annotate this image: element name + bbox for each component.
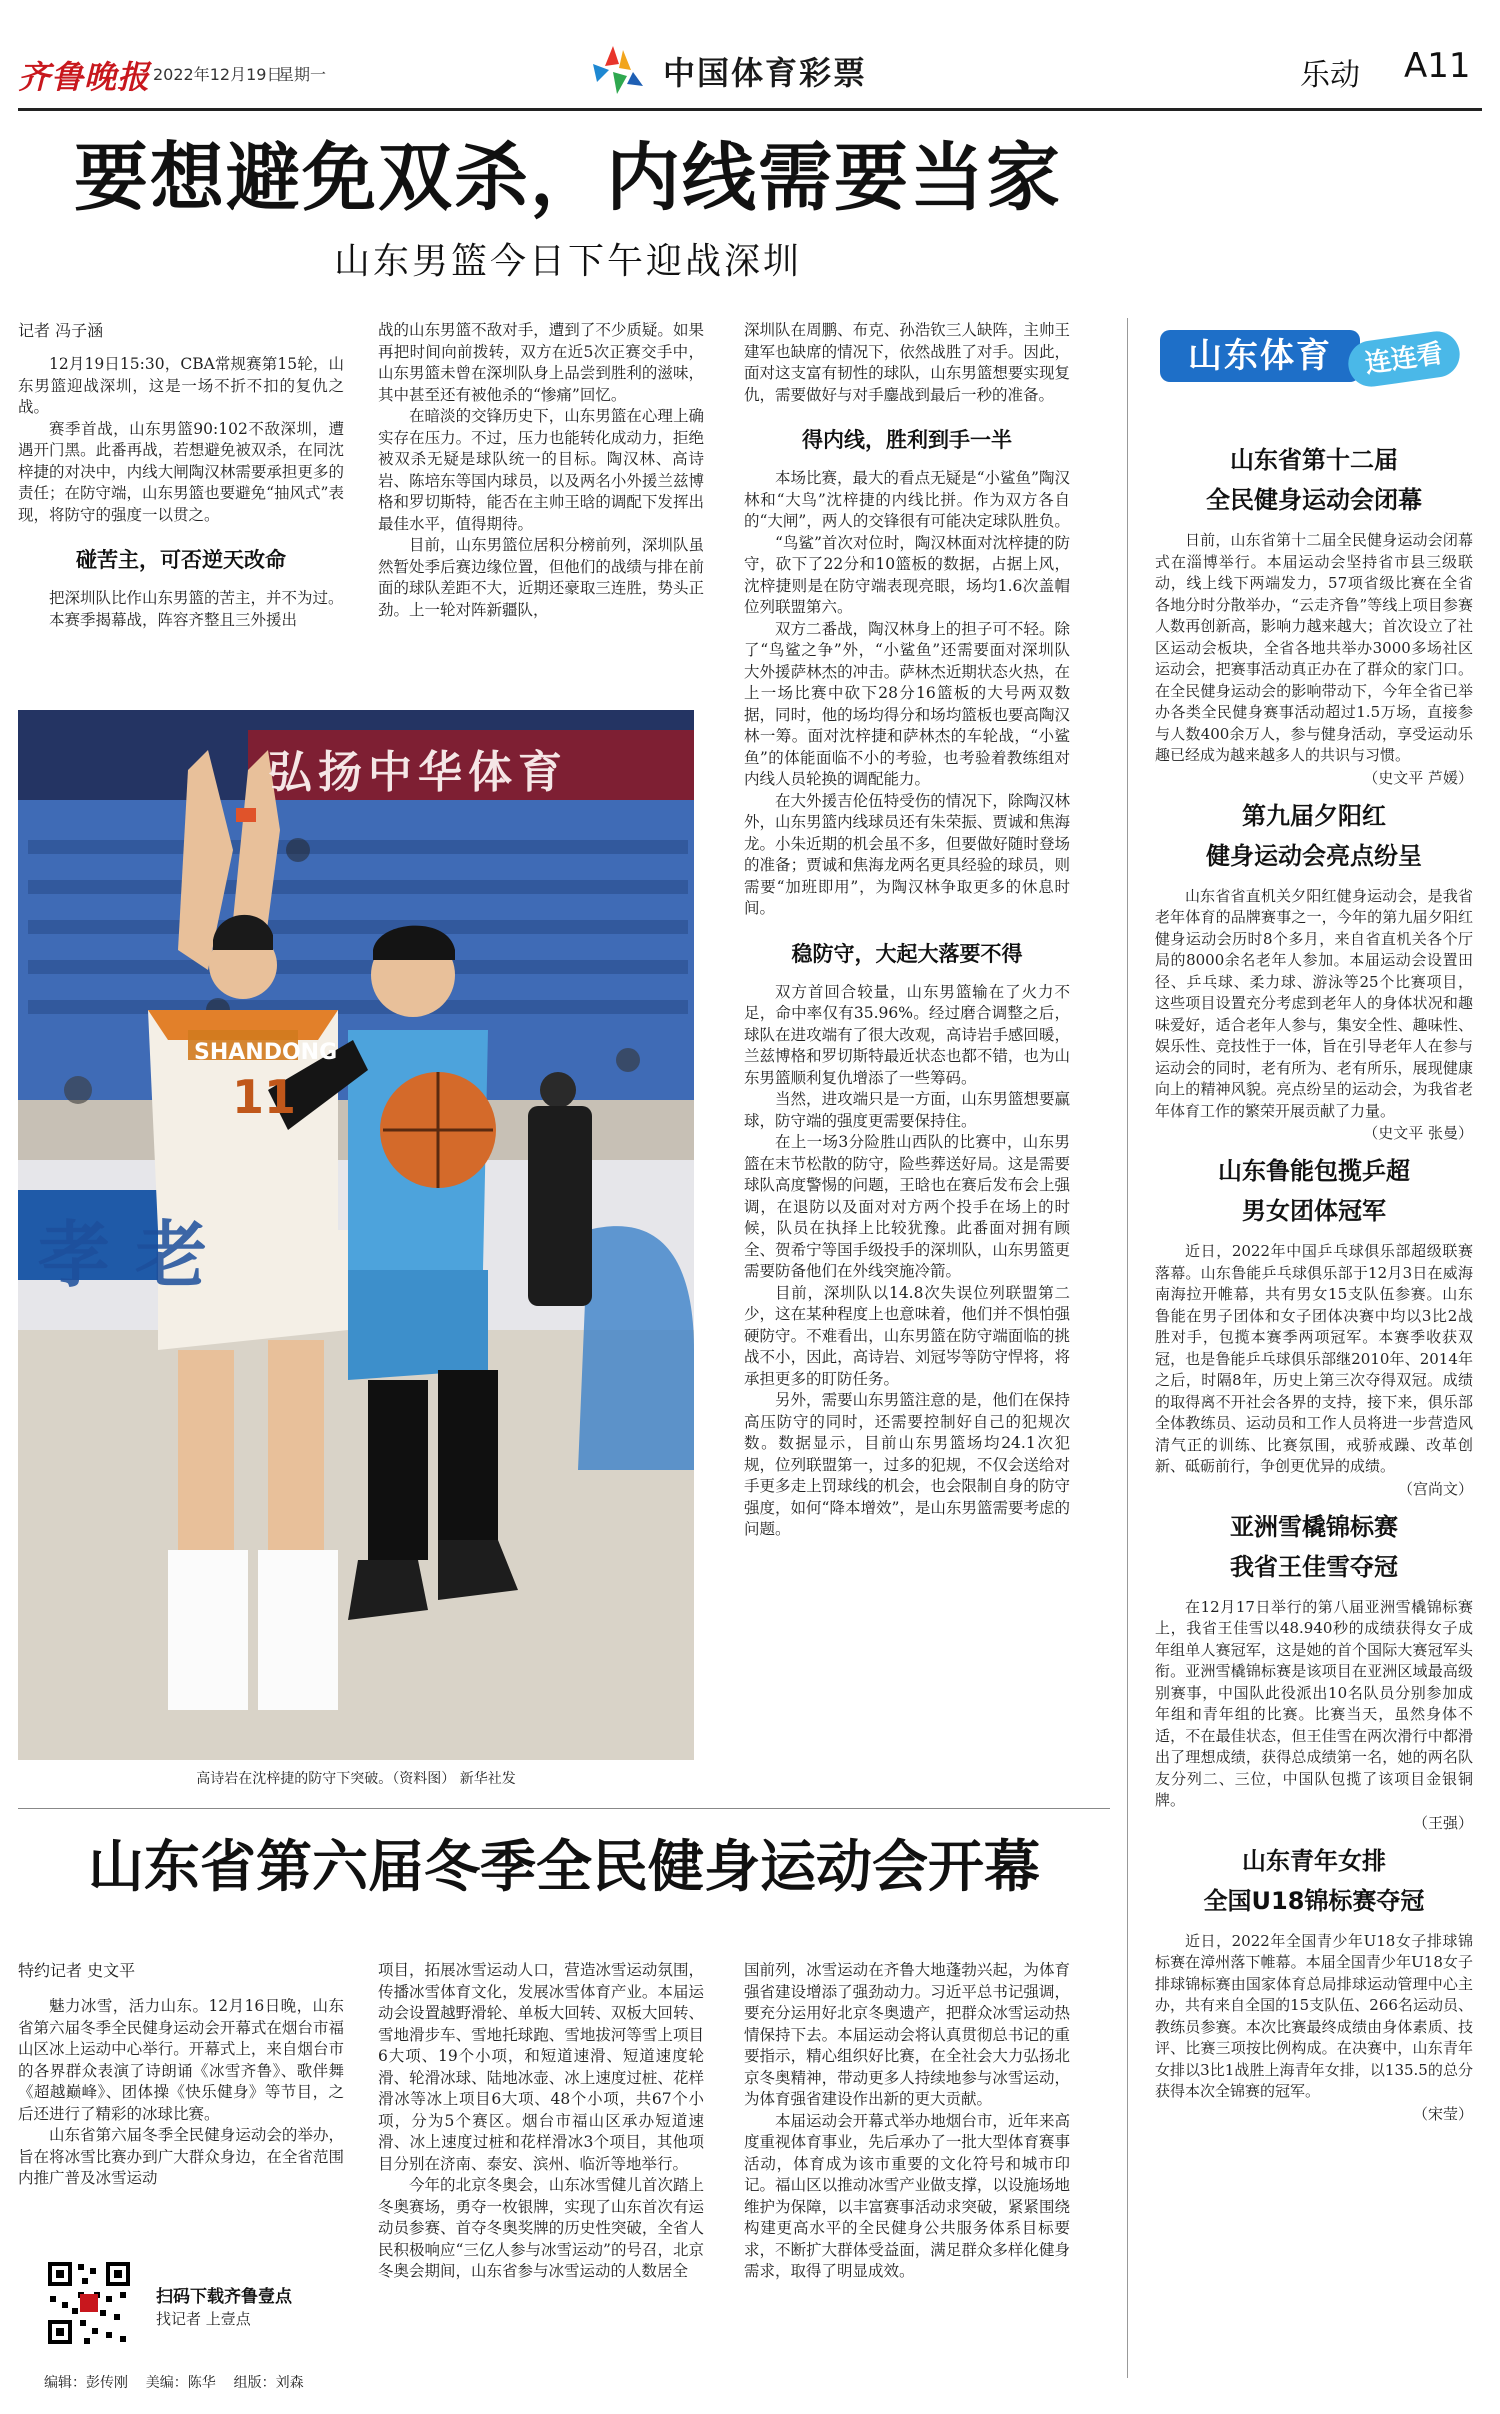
lead-paragraph: 赛季首战，山东男篮90:102不敌深圳，遭遇开门黑。此番再战，若想避免被双杀，在同沈梓捷的对决中，内线大闸陶汉林需要承担更多的责任；在防守端，山东男篮也要避免“抽风式”表现，将防守的强度一以贯之。 [18, 419, 344, 524]
sidebar-item [1155, 1841, 1473, 2124]
sidebar-item-title: 全民健身运动会闭幕 [1206, 486, 1422, 514]
issue-date: 2022年12月19日 [153, 65, 283, 84]
svg-text:孝 老: 孝 老 [38, 1213, 208, 1297]
sidebar-item [1155, 1507, 1473, 1833]
lead-paragraph: 另外，需要山东男篮注意的是，他们在保持高压防守的同时，还需要控制好自己的犯规次数。数据显示，目前山东男篮场均24.1次犯规，位列联盟第一，过多的犯规，不仅会送给对手更多走上罚球线的机会，也会限制自身的防守强度，如何“降本增效”，是山东男篮需要考虑的问题。 [744, 1391, 1070, 1538]
sidebar-item-body: 近日，2022年全国青少年U18女子排球锦标赛在漳州落下帷幕。本届全国青少年U18女子排球锦标赛由国家体育总局排球运动管理中心主办，共有来自全国的15支队伍、266名运动员、教练员参赛。本次比赛最终成绩由身体素质、技评、比赛三项按比例构成。在决赛中，山东青年女排以3比1战胜上海青年女排，以135.5的总分获得本次全锦赛的冠军。 [1155, 1931, 1473, 2100]
header-rule [18, 108, 1482, 111]
lead-paragraph: 双方首回合较量，山东男篮输在了火力不足，命中率仅有35.96%。经过磨合调整之后，球队在进攻端有了很大改观，高诗岩手感回暖，兰兹博格和罗切斯特最近状态也都不错，也为山东男篮顺利复仇增添了一些筹码。 [744, 982, 1070, 1087]
lead-paragraph: 战的山东男篮不敌对手，遭到了不少质疑。如果再把时间向前拨转，双方在近5次正赛交手中，山东男篮未曾在深圳队身上品尝到胜利的滋味，其中甚至还有被他杀的“惨痛”回忆。 [378, 321, 704, 404]
lead-col-2 [378, 320, 704, 621]
lead-headline: 要想避免双杀，内线需要当家 [74, 135, 1062, 221]
sidebar-item-body: 日前，山东省第十二届全民健身运动会闭幕式在淄博举行。本届运动会坚持省市县三级联动，线上线下两端发力，57项省级比赛在全省各地分时分散举办，“云走齐鲁”等线上项目参赛人数再创新高，影响力越来越大；首次设立了社区运动会板块，全省各地共举办3000多场社区运动会，把赛事活动真正办在了群众的家门口。在全民健身运动会的影响带动下，今年全省已举办各类全民健身赛事活动超过1.5万场，直接参与人数400余万人，参与健身活动，享受运动乐趣已经成为越来越多人的共识与习惯。 [1155, 531, 1473, 764]
lottery-logo-icon [583, 42, 647, 98]
sidebar-item-body: 在12月17日举行的第八届亚洲雪橇锦标赛上，我省王佳雪以48.940秒的成绩获得女子成年组单人赛冠军，这是她的首个国际大赛冠军头衔。亚洲雪橇锦标赛是该项目在亚洲区域最高级别赛事，中国队此役派出10名队员分别参加成年组和青年组的比赛。比赛当天，虽然身体不适，不在最佳状态，但王佳雪在两次滑行中都滑出了理想成绩，获得总成绩第一名，她的两名队友分列二、三位，中国队包揽了该项目金银铜牌。 [1155, 1597, 1473, 1809]
sidebar-logo-main: 山东体育 [1160, 330, 1360, 382]
sidebar-item-title: 全国U18锦标赛夺冠 [1203, 1886, 1425, 1915]
masthead [18, 38, 1482, 108]
lead-paragraph: 双方二番战，陶汉林身上的担子可不轻。除了“鸟鲨之争”外，“小鲨鱼”还需要面对深圳队大外援萨林杰的冲击。萨林杰近期状态火热，在上一场比赛中砍下28分16篮板的大号两双数据，同时，他的场均得分和场均篮板也要高陶汉林一筹。面对沈梓捷和萨林杰的车轮战，“小鲨鱼”的体能面临不小的考验，也考验着教练组对内线人员轮换的调配能力。 [744, 619, 1070, 788]
editor-credits: 编辑：彭传刚 美编：陈华 组版：刘森 [44, 2375, 304, 2391]
lead-paragraph: 深圳队在周鹏、布克、孙浩钦三人缺阵，主帅王建军也缺席的情况下，依然战胜了对手。因此，面对这支富有韧性的球队，山东男篮想要实现复仇，需要做好与对手鏖战到最后一秒的准备。 [744, 321, 1070, 404]
qr-block[interactable] [44, 2258, 334, 2358]
second-col-3 [744, 1960, 1070, 2283]
lead-paragraph: 本赛季揭幕战，阵容齐整且三外援出 [49, 610, 298, 629]
second-col-1 [18, 1960, 344, 2190]
sidebar-item-body: 山东省省直机关夕阳红健身运动会，是我省老年体育的品牌赛事之一，今年的第九届夕阳红健身运动会历时8个多月，来自省直机关各个厅局的8000余名老年人参加。本届运动会设置田径、乒乓球、柔力球、游泳等25个比赛项目，这些项目设置充分考虑到老年人的身体状况和趣味爱好，适合老年人参与，集安全性、趣味性、娱乐性、竞技性于一体，旨在引导老年人在参与运动会的同时，老有所为、老有所乐，展现健康向上的精神风貌。亮点纷呈的运动会，为我省老年体育工作的繁荣开展贡献了力量。 [1155, 886, 1473, 1120]
sidebar-item [1155, 796, 1473, 1144]
photo-caption: 高诗岩在沈梓捷的防守下突破。（资料图） 新华社发 [196, 1771, 516, 1787]
lead-subhead: 山东男篮今日下午迎战深圳 [333, 241, 802, 282]
sidebar-logo [1160, 322, 1465, 392]
sidebar-item-body: 近日，2022年中国乒乓球俱乐部超级联赛落幕。山东鲁能乒乓球俱乐部于12月3日在威海南海拉开帷幕，共有男女15支队伍参赛。山东鲁能在男子团体和女子团体决赛中均以3比2战胜对手，包揽本赛季两项冠军。本赛季收获双冠，也是鲁能乒乓球俱乐部继2010年、2014年之后，时隔8年，历史上第三次夺得双冠。成绩的取得离不开社会各界的支持，接下来，俱乐部全体教练员、运动员和工作人员将进一步营造风清气正的训练、比赛氛围，戒骄戒躁、改革创新、砥砺前行，争创更优异的成绩。 [1155, 1242, 1473, 1475]
sidebar-item-title: 山东青年女排 [1242, 1846, 1386, 1875]
section-name: 乐动 [1300, 58, 1360, 93]
jersey-back-text: SHANDONG [194, 1040, 338, 1065]
paper-name: 齐鲁晚报 [18, 58, 151, 96]
lead-paragraph: 本场比赛，最大的看点无疑是“小鲨鱼”陶汉林和“大鸟”沈梓捷的内线比拼。作为双方各自的“大闸”，两人的交锋很有可能决定球队胜负。 [744, 469, 1070, 530]
sidebar-logo-sub: 连连看 [1345, 328, 1462, 389]
sidebar-item-title: 健身运动会亮点纷呈 [1206, 841, 1422, 870]
lead-photo [18, 710, 694, 1760]
jersey-number: 11 [232, 1070, 297, 1124]
lead-byline: 记者 冯子涵 [18, 321, 104, 340]
second-headline: 山东省第六届冬季全民健身运动会开幕 [88, 1834, 1040, 1900]
sidebar-item-sign: （史文平 芦媛） [1363, 768, 1473, 787]
lead-paragraph: “鸟鲨”首次对位时，陶汉林面对沈梓捷的防守，砍下了22分和10篮板的数据，占据上风，沈梓捷则是在防守端表现亮眼，场均1.6次盖帽位列联盟第六。 [744, 533, 1070, 616]
lead-paragraph: 目前，深圳队以14.8次失误位列联盟第二少，这在某种程度上也意味着，他们并不惧怕强硬防守。不难看出，山东男篮在防守端面临的挑战不小，因此，高诗岩、刘冠岑等防守悍将，将承担更多的盯防任务。 [744, 1283, 1070, 1388]
lead-paragraph: 当然，进攻端只是一方面，山东男篮想要赢球，防守端的强度更需要保持住。 [744, 1090, 1070, 1130]
sidebar-item [1155, 1151, 1473, 1499]
page-number: A11 [1404, 46, 1471, 86]
second-col-2 [378, 1960, 704, 2283]
qr-label: 扫码下载齐鲁壹点 [156, 2287, 292, 2307]
second-paragraph: 今年的北京冬奥会，山东冰雪健儿首次踏上冬奥赛场，勇夺一枚银牌，实现了山东首次有运动员参赛、首夺冬奥奖牌的历史性突破，全省人民积极响应“三亿人参与冰雪运动”的号召，北京冬奥会期间，山东省参与冰雪运动的人数居全 [378, 2176, 704, 2280]
lead-subheading: 稳防守，大起大落要不得 [791, 941, 1023, 966]
sidebar-item [1155, 440, 1473, 788]
second-byline: 特约记者 史文平 [18, 1961, 136, 1980]
sidebar-item-sign: （宫尚文） [1397, 1479, 1473, 1498]
arena-banner: 弘扬中华体育 [268, 747, 568, 798]
qr-sublabel: 找记者 上壹点 [156, 2310, 251, 2328]
sidebar-item-sign: （王强） [1412, 1813, 1473, 1832]
sidebar-item-title: 第九届夕阳红 [1242, 801, 1386, 830]
second-paragraph: 项目，拓展冰雪运动人口，营造冰雪运动氛围，传播冰雪体育文化，发展冰雪体育产业。本届运动会设置越野滑轮、单板大回转、双板大回转、雪地滑步车、雪地托球跑、雪地拔河等雪上项目6大项、19个小项，和短道速滑、短道速度轮滑、轮滑冰球、陆地冰壶、冰上速度过桩、花样滑冰等冰上项目6大项、48个小项，共67个小项，分为5个赛区。烟台市福山区承办短道速滑、冰上速度过桩和花样滑冰3个项目，其他项目分别在济南、泰安、滨州、临沂等地举行。 [378, 1961, 704, 2173]
sidebar-item-title: 我省王佳雪夺冠 [1230, 1552, 1398, 1581]
section-divider [18, 1808, 1110, 1809]
lead-paragraph: 目前，山东男篮位居积分榜前列，深圳队虽然暂处季后赛边缘位置，但他们的战绩与排在前面的球队差距不大，近期还豪取三连胜，势头正劲。上一轮对阵新疆队， [378, 536, 704, 619]
sidebar-item-sign: （宋莹） [1412, 2104, 1473, 2123]
lead-paragraph: 在大外援吉伦伍特受伤的情况下，除陶汉林外，山东男篮内线球员还有朱荣振、贾诚和焦海龙。小朱近期的机会虽不多，但要做好随时登场的准备；贾诚和焦海龙两名更具经验的球员，则需要“加班即用”，为陶汉林争取更多的休息时间。 [744, 791, 1070, 917]
second-paragraph: 山东省第六届冬季全民健身运动会的举办，旨在将冰雪比赛办到广大群众身边，在全省范围内推广普及冰雪运动 [18, 2126, 344, 2187]
sidebar-item-title: 男女团体冠军 [1242, 1197, 1386, 1225]
sidebar-divider [1127, 318, 1128, 2378]
lead-paragraph: 在上一场3分险胜山西队的比赛中，山东男篮在末节松散的防守，险些葬送好局。这是需要球队高度警惕的问题，王晗也在赛后发布会上强调，在退防以及面对对方两个投手在场上的时候，队员在执择上比较犹豫。此番面对拥有顾全、贺希宁等国手级投手的深圳队，山东男篮更需要防备他们在外线突施冷箭。 [744, 1133, 1070, 1280]
lead-subheading: 碰苦主，可否逆天改命 [76, 548, 286, 572]
photo-scene [18, 710, 694, 1760]
second-paragraph: 魅力冰雪，活力山东。12月16日晚，山东省第六届冬季全民健身运动会开幕式在烟台市福山区冰上运动中心举行。开幕式上，来自烟台市的各界群众表演了诗朗诵《冰雪齐鲁》、歌伴舞《超越巅峰》、团体操《快乐健身》等节目，之后还进行了精彩的冰球比赛。 [18, 1997, 344, 2123]
lead-col-1 [18, 320, 344, 631]
qr-code-icon[interactable] [44, 2258, 134, 2348]
issue-weekday: 星期一 [278, 65, 327, 84]
lead-subheading: 得内线，胜利到手一半 [802, 428, 1012, 452]
lead-paragraph: 把深圳队比作山东男篮的苦主，并不为过。 [49, 589, 344, 607]
sidebar-item-title: 山东鲁能包揽乒超 [1218, 1157, 1410, 1185]
sidebar-item-title: 山东省第十二届 [1230, 446, 1398, 474]
lead-paragraph: 在暗淡的交锋历史下，山东男篮在心理上确实存在压力。不过，压力也能转化成动力，拒绝被双杀无疑是球队统一的目标。陶汉林、高诗岩、陈培东等国内球员，以及两名小外援兰兹博格和罗切斯特，能否在主帅王晗的调配下发挥出最佳水平，值得期待。 [378, 407, 704, 533]
second-paragraph: 国前列，冰雪运动在齐鲁大地蓬勃兴起，为体育强省建设增添了强劲动力。习近平总书记强调，要充分运用好北京冬奥遗产，把群众冰雪运动热情保持下去。本届运动会将认真贯彻总书记的重要指示，精心组织好比赛，在全社会大力弘扬北京冬奥精神，带动更多人持续地参与冰雪运动，为体育强省建设作出新的更大贡献。 [744, 1961, 1070, 2108]
second-paragraph: 本届运动会开幕式举办地烟台市，近年来高度重视体育事业，先后承办了一批大型体育赛事活动，体育成为该市重要的文化符号和城市印记。福山区以推动冰雪产业做支撑，以设施场地维护为保障，以丰富赛事活动求突破，紧紧围绕构建更高水平的全民健身公共服务体系目标要求，不断扩大群体受益面，满足群众多样化健身需求，取得了明显成效。 [744, 2111, 1070, 2280]
sponsor-name: 中国体育彩票 [663, 54, 868, 92]
lead-paragraph: 12月19日15:30，CBA常规赛第15轮，山东男篮迎战深圳，这是一场不折不扣的复仇之战。 [18, 355, 344, 416]
sidebar-list [1155, 440, 1473, 2124]
lead-col-3 [744, 320, 1070, 1541]
sidebar-item-title: 亚洲雪橇锦标赛 [1230, 1512, 1398, 1541]
sidebar-item-sign: （史文平 张曼） [1363, 1124, 1473, 1142]
